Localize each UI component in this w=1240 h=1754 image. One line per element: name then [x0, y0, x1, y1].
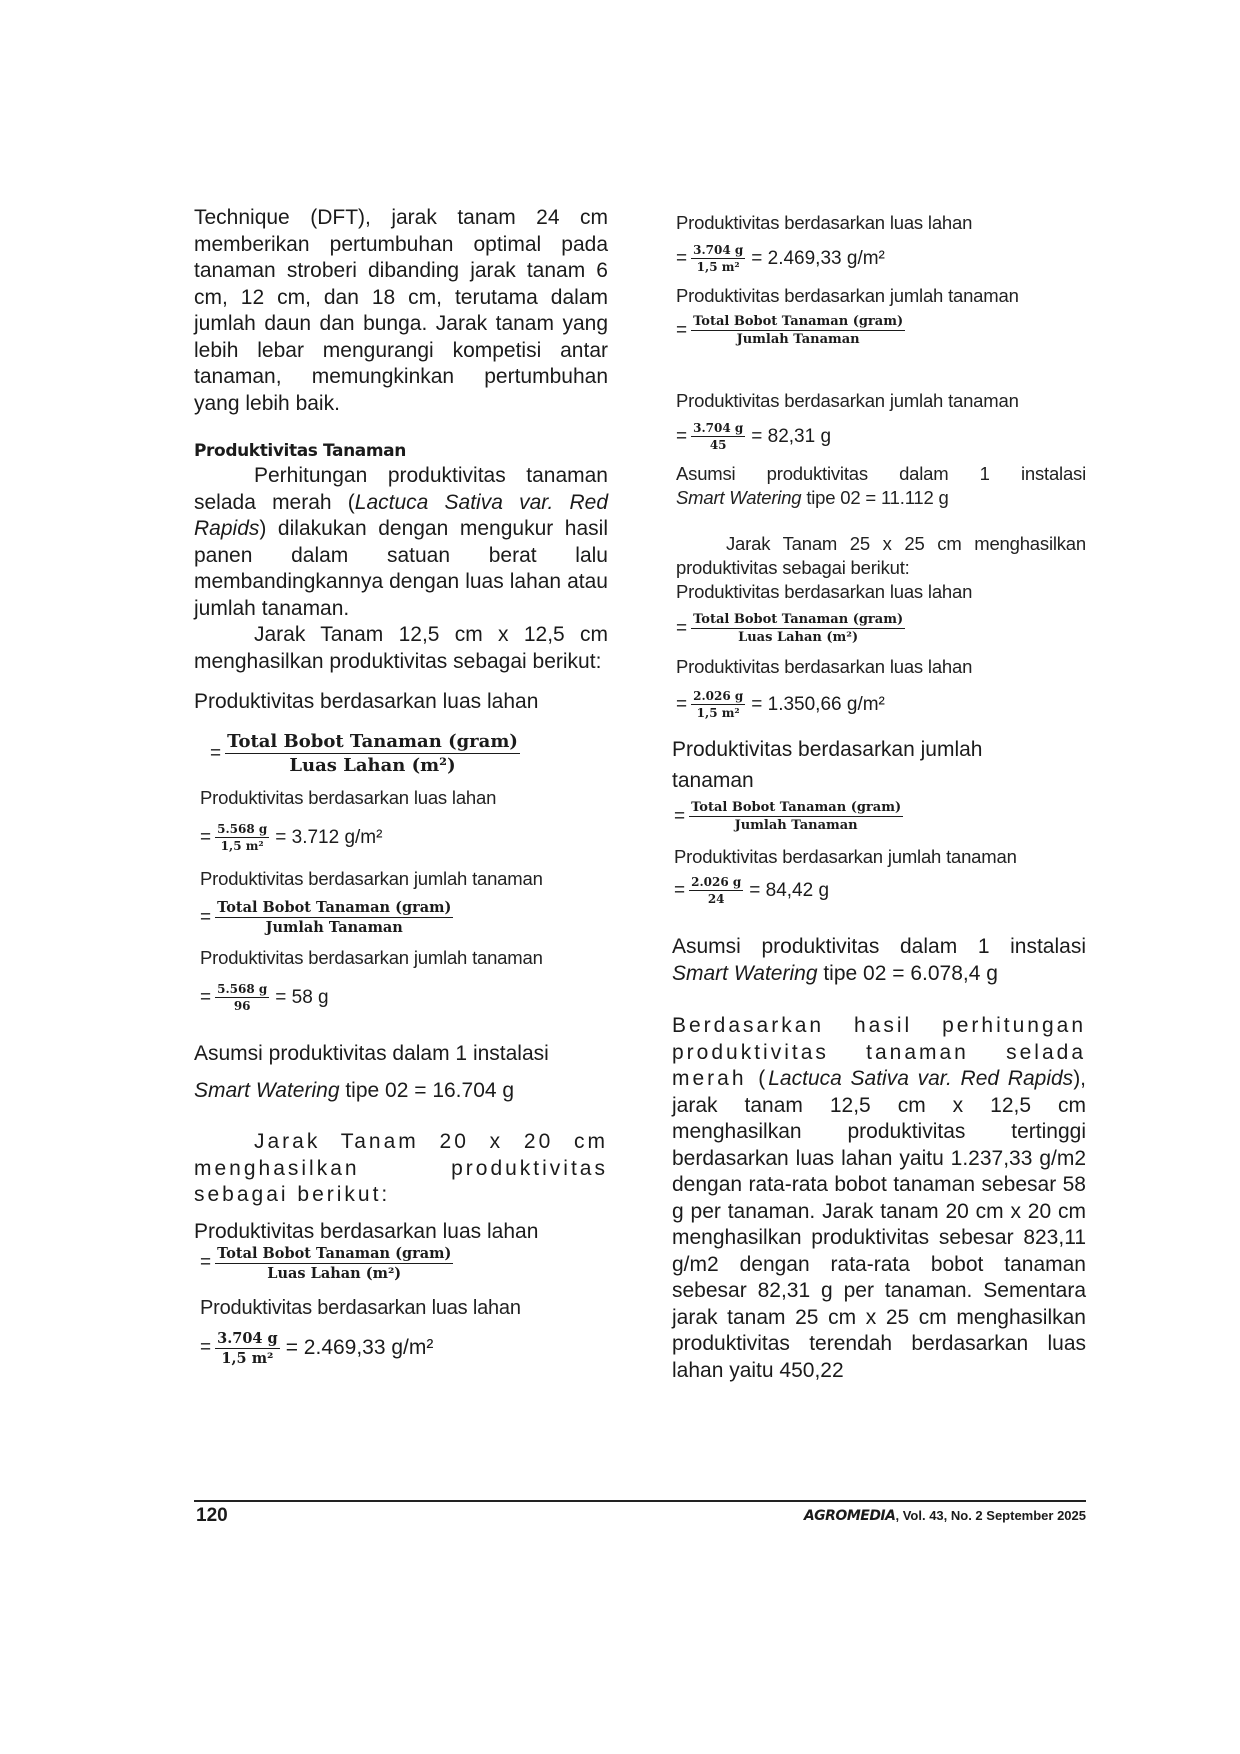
fraction: $\frac{5.568 g}{\text{1,5 m²}}$	[217, 822, 268, 853]
assumption-125-line2: Smart Watering tipe 02 = 16.704 g	[194, 1079, 515, 1102]
count-label-25: Produktivitas berdasarkan jumlah tanaman	[672, 738, 983, 792]
area-label-3: Produktivitas berdasarkan luas lahan	[194, 1219, 539, 1243]
area-formula: = $\frac{\text{Total Bobot Tanaman (gram)}}{\text{Luas Lahan (m²)}}$	[676, 612, 904, 645]
page-number: 120	[196, 1505, 228, 1526]
count-label: Produktivitas berdasarkan jumlah tanaman	[200, 868, 543, 889]
area-calc-125: = $\frac{5.568 g}{\text{1,5 m²}}$ = 3.712 g/m²	[200, 822, 383, 853]
count-calc-20: = $\frac{3.704 g}{45}$ = 82,31 g	[676, 421, 832, 452]
area-label: Produktivitas berdasarkan luas lahan	[194, 690, 539, 713]
area-label-4: Produktivitas berdasarkan luas lahan	[200, 1296, 521, 1319]
count-label: Produktivitas berdasarkan jumlah tanaman	[676, 285, 1019, 306]
area-calc-20-cont: = $\frac{3.704 g}{\text{1,5 m²}}$ = 2.469,33 g/m²	[676, 243, 885, 274]
spacing-20-intro: Jarak Tanam 20 x 20 cm menghasilkan produktivitas sebagai berikut:	[194, 1130, 608, 1206]
fraction: $\frac{\text{Total Bobot Tanaman (gram)}}{\text{Jumlah Tanaman}}$	[693, 314, 904, 347]
spacing-25-intro: Jarak Tanam 25 x 25 cm menghasilkan produktivitas sebagai berikut:	[676, 533, 1086, 578]
fraction: $\frac{\text{Total Bobot Tanaman (gram)}}{\text{Luas Lahan (m²)}}$	[693, 612, 904, 645]
area-calc-25: = $\frac{2.026 g}{\text{1,5 m²}}$ = 1.350,66 g/m²	[676, 689, 885, 720]
count-formula: = $\frac{\text{Total Bobot Tanaman (gram)}}{\text{Jumlah Tanaman}}$	[676, 314, 904, 347]
spacing-125-intro: Jarak Tanam 12,5 cm x 12,5 cm menghasilkan produktivitas sebagai berikut:	[194, 623, 608, 673]
count-formula: = $\frac{\text{Total Bobot Tanaman (gram)}}{\text{Jumlah Tanaman}}$	[200, 899, 452, 936]
right-column	[672, 211, 1086, 1384]
conclusion-paragraph: Berdasarkan hasil perhitungan produktivitas tanaman selada merah (Lactuca Sativa var. Red Rapids), jarak tanam 12,5 cm x 12,5 cm menghasilkan produktivitas tertinggi berdasarkan luas lahan yaitu 1.237,33 g/m2 dengan rata-rata bobot tanaman sebesar 58 g per tanaman. Jarak tanam 20 cm x 20 cm menghasilkan produktivitas sebesar 823,11 g/m2 dengan rata-rata bobot tanaman sebesar 82,31 g per tanaman. Sementara jarak tanam 25 cm x 25 cm menghasilkan produktivitas terendah berdasarkan luas lahan yaitu 450,22	[672, 1014, 1087, 1382]
assumption-25: Asumsi produktivitas dalam 1 instalasi Smart Watering tipe 02 = 6.078,4 g	[672, 935, 1086, 985]
assumption-20-line1: Asumsi produktivitas dalam 1 instalasi	[676, 463, 1086, 484]
fraction: $\frac{3.704 g}{\text{1,5 m²}}$	[693, 243, 744, 274]
fraction: $\frac{2.026 g}{24}$	[691, 875, 742, 906]
fraction: $\frac{3.704 g}{\text{1,5 m²}}$	[217, 1329, 278, 1367]
footer-rule	[194, 1500, 1086, 1502]
area-label-3: Produktivitas berdasarkan luas lahan	[676, 656, 973, 677]
journal-brand: AGROMEDIA	[803, 1508, 896, 1524]
assumption-125-line1: Asumsi produktivitas dalam 1 instalasi	[194, 1042, 549, 1065]
count-label-26: Produktivitas berdasarkan jumlah tanaman	[674, 846, 1017, 867]
count-calc-125: = $\frac{5.568 g}{96}$ = 58 g	[200, 982, 329, 1013]
area-label: Produktivitas berdasarkan luas lahan	[676, 212, 973, 233]
journal-reference	[804, 1508, 1086, 1524]
fraction: $\frac{\text{Total Bobot Tanaman (gram)}}{\text{Luas Lahan (m²)}}$	[227, 731, 518, 776]
method-paragraph: Perhitungan produktivitas tanaman selada merah (Lactuca Sativa var. Red Rapids) dilakukan dengan mengukur hasil panen dalam satuan berat lalu membandingkannya dengan luas lahan atau jumlah tanaman.	[194, 464, 609, 620]
fraction: $\frac{2.026 g}{\text{1,5 m²}}$	[693, 689, 744, 720]
count-label-2: Produktivitas berdasarkan jumlah tanaman	[676, 390, 1019, 411]
fraction: $\frac{\text{Total Bobot Tanaman (gram)}}{\text{Luas Lahan (m²)}}$	[217, 1244, 452, 1282]
count-formula-2: = $\frac{\text{Total Bobot Tanaman (gram)}}{\text{Jumlah Tanaman}}$	[674, 800, 902, 833]
fraction: $\frac{\text{Total Bobot Tanaman (gram)}}{\text{Jumlah Tanaman}}$	[217, 899, 452, 936]
section-heading: Produktivitas Tanaman	[194, 441, 406, 461]
intro-paragraph: Technique (DFT), jarak tanam 24 cm memberikan pertumbuhan optimal pada tanaman stroberi dibanding jarak tanam 6 cm, 12 cm, dan 18 cm, terutama dalam jumlah daun dan bunga. Jarak tanam yang lebih lebar mengurangi kompetisi antar tanaman, memungkinkan pertumbuhan yang lebih baik.	[194, 206, 608, 415]
area-label-2: Produktivitas berdasarkan luas lahan	[676, 581, 973, 602]
fraction: $\frac{5.568 g}{96}$	[217, 982, 268, 1013]
area-label-2: Produktivitas berdasarkan luas lahan	[200, 787, 497, 808]
assumption-20-line2: Smart Watering tipe 02 = 11.112 g	[676, 487, 949, 508]
fraction: $\frac{3.704 g}{45}$	[693, 421, 744, 452]
fraction: $\frac{\text{Total Bobot Tanaman (gram)}}{\text{Jumlah Tanaman}}$	[691, 800, 902, 833]
area-formula: = $\frac{\text{Total Bobot Tanaman (gram)}}{\text{Luas Lahan (m²)}}$	[210, 731, 518, 776]
count-calc-25: = $\frac{2.026 g}{24}$ = 84,42 g	[674, 875, 830, 906]
left-column	[194, 205, 608, 1367]
count-label-2: Produktivitas berdasarkan jumlah tanaman	[200, 947, 543, 968]
area-calc-20: = $\frac{3.704 g}{\text{1,5 m²}}$ = 2.469,33 g/m²	[200, 1329, 434, 1367]
journal-issue: , Vol. 43, No. 2 September 2025	[895, 1508, 1086, 1523]
area-formula-2: = $\frac{\text{Total Bobot Tanaman (gram)}}{\text{Luas Lahan (m²)}}$	[200, 1244, 452, 1282]
